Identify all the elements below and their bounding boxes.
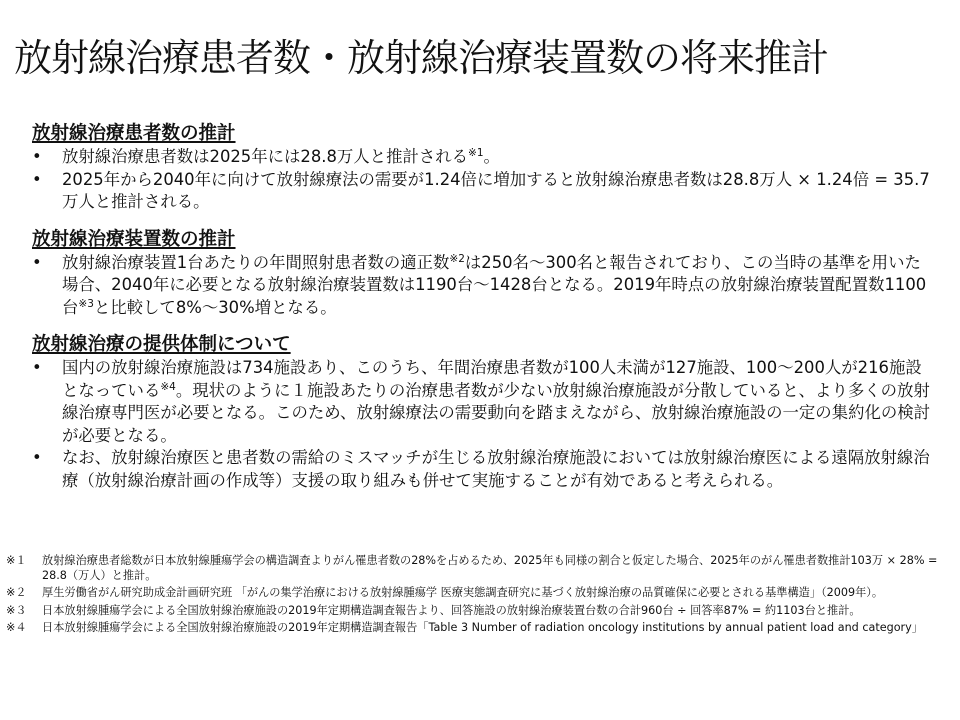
footnote-text: 厚生労働省がん研究助成金計画研究班 「がんの集学治療における放射線腫瘍学 医療実態調査研究に基づく放射線治療の品質確保に必要とされる基準構造」（2009年）。 — [42, 586, 884, 599]
bullet-list — [32, 146, 932, 214]
bullet-text-end: 。 — [483, 147, 500, 166]
footnote-text: 日本放射線腫瘍学会による全国放射線治療施設の2019年定期構造調査報告より、回答施設の放射線治療装置台数の合計960台 ÷ 回答率87% = 約1103台と推計。 — [42, 603, 861, 617]
footnote-mark: ※１ — [6, 554, 27, 567]
footnote-4 — [6, 621, 950, 636]
bullet-list — [32, 357, 932, 492]
footnote-3 — [6, 604, 950, 619]
bullet-item — [32, 169, 932, 214]
bullet-text-end: と比較して8%～30%増となる。 — [93, 297, 337, 317]
footnote-ref: ※1 — [468, 147, 484, 159]
section-provision-system — [32, 333, 932, 492]
section-heading: 放射線治療装置数の推計 — [32, 228, 236, 250]
bullet-text-middle: は250名～300名と報告されており、この当時の基準を用いた場合、2040年に必要となる放射線治療装置数は1190台～1428台となる。2019年時点の放射線治療装置配置数1100台 — [62, 252, 927, 317]
section-device-estimate — [32, 228, 932, 320]
footnote-text: 日本放射線腫瘍学会による全国放射線治療施設の2019年定期構造調査報告「Table 3 Number of radiation oncology institutions by annual patient load and category」 — [42, 621, 923, 634]
bullet-text: 国内の放射線治療施設は734施設あり、このうち、年間治療患者数が100人未満が127施設、100～200人が216施設となっている — [62, 358, 922, 400]
slide-title: 放射線治療患者数・放射線治療装置数の将来推計 — [14, 36, 829, 80]
bullet-text: 放射線治療患者数は2025年には28.8万人と推計される — [62, 147, 469, 166]
section-heading: 放射線治療患者数の推計 — [32, 123, 236, 144]
footnote-1 — [6, 554, 950, 583]
footnote-mark: ※３ — [6, 603, 27, 617]
footnote-ref: ※2 — [449, 252, 465, 265]
footnote-ref: ※4 — [160, 380, 176, 393]
bullet-item — [32, 252, 932, 320]
bullet-icon: • — [32, 169, 42, 189]
bullet-item — [32, 357, 932, 447]
slide-content — [32, 122, 932, 506]
footnote-ref: ※3 — [78, 297, 94, 310]
section-patient-estimate — [32, 122, 932, 214]
bullet-icon: • — [32, 448, 42, 467]
bullet-icon: • — [32, 358, 42, 377]
bullet-text: 放射線治療装置1台あたりの年間照射患者数の適正数 — [62, 252, 450, 272]
section-heading: 放射線治療の提供体制について — [32, 334, 291, 355]
bullet-item — [32, 447, 932, 492]
bullet-text-end: 。現状のように１施設あたりの治療患者数が少ない放射線治療施設が分散していると、より多くの放射線治療専門医が必要となる。このため、放射線療法の需要動向を踏まえながら、放射線治療施設の一定の集約化の検討が必要となる。 — [62, 380, 931, 445]
bullet-text: なお、放射線治療医と患者数の需給のミスマッチが生じる放射線治療施設においては放射線治療医による遠隔放射線治療（放射線治療計画の作成等）支援の取り組みも併せて実施することが有効であると考えられる。 — [62, 448, 930, 490]
bullet-icon: • — [32, 147, 42, 166]
bullet-item — [32, 146, 932, 169]
footnotes — [6, 554, 950, 639]
bullet-list — [32, 252, 932, 320]
footnote-2 — [6, 586, 950, 601]
bullet-icon: • — [32, 252, 42, 272]
bullet-text: 2025年から2040年に向けて放射線療法の需要が1.24倍に増加すると放射線治療患者数は28.8万人 × 1.24倍 = 35.7万人と推計される。 — [62, 169, 930, 211]
footnote-text: 放射線治療患者総数が日本放射線腫瘍学会の構造調査よりがん罹患者数の28%を占めるため、2025年も同様の割合と仮定した場合、2025年のがん罹患者数推計103万 × 28% = 28.8（万人）と推計。 — [42, 554, 938, 582]
footnote-mark: ※４ — [6, 621, 27, 634]
footnote-mark: ※２ — [6, 586, 27, 599]
